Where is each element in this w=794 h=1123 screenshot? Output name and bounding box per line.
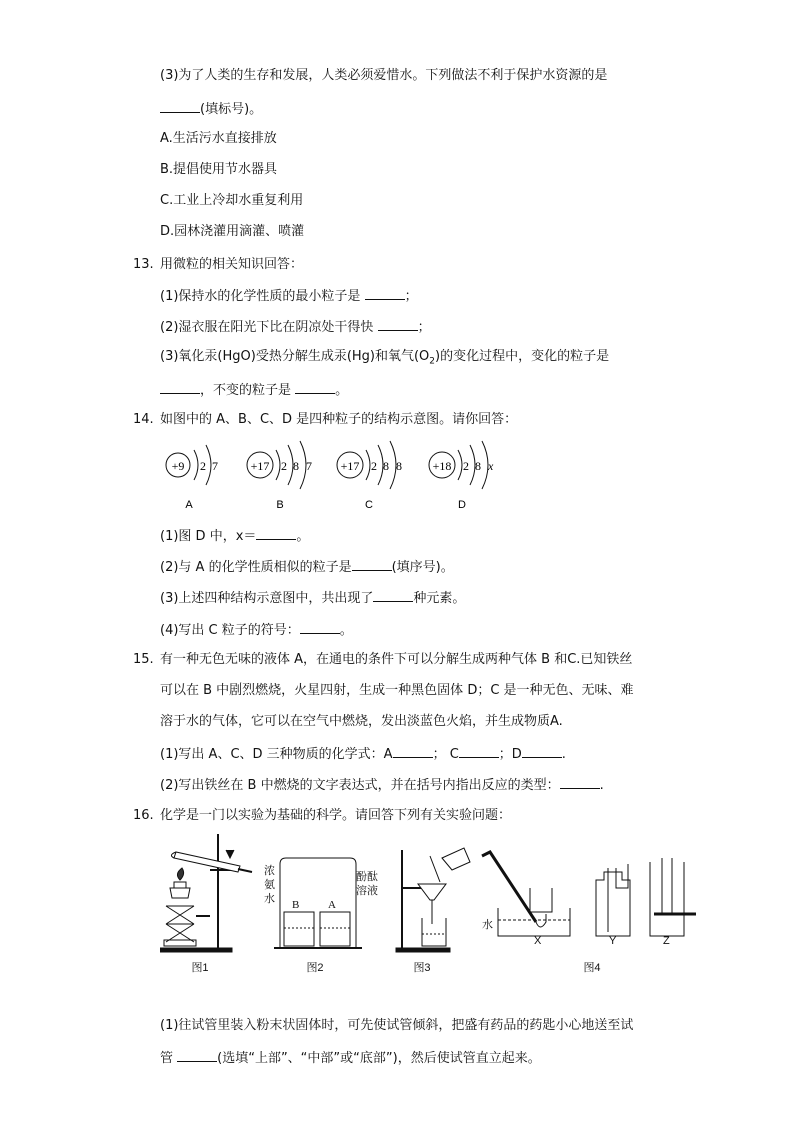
q12-part3-line1: (3)为了人类的生存和发展，人类必须爱惜水。下列做法不利于保护水资源的是 — [160, 68, 608, 83]
answer-blank[interactable] — [522, 745, 562, 758]
q14-part3: (3)上述四种结构示意图中，共出现了 种元素。 — [160, 591, 466, 606]
atom-diagram-a — [166, 445, 218, 511]
svg-text:x: x — [488, 459, 494, 473]
svg-text:7: 7 — [212, 459, 218, 473]
q15-part1: (1)写出 A、C、D 三种物质的化学式：A ； C ；D . — [160, 747, 566, 762]
svg-text:2: 2 — [200, 459, 206, 473]
svg-text:氨: 氨 — [264, 879, 275, 891]
svg-text:B: B — [276, 499, 284, 511]
q13-part2: (2)湿衣服在阳光下比在阴凉处干得快 ； — [160, 320, 431, 335]
answer-blank[interactable] — [160, 381, 200, 394]
q14-part1: (1)图 D 中，x＝ 。 — [160, 529, 310, 544]
option-d: D.园林浇灌用滴灌、喷灌 — [160, 224, 305, 239]
option-a: A.生活污水直接排放 — [160, 131, 277, 146]
answer-blank[interactable] — [177, 1049, 217, 1062]
svg-text:图1: 图1 — [191, 962, 209, 974]
q15-part2: (2)写出铁丝在 B 中燃烧的文字表达式，并在括号内指出反应的类型： . — [160, 778, 604, 793]
answer-blank[interactable] — [352, 558, 392, 571]
q13-part3-line1: (3)氧化汞(HgO)受热分解生成汞(Hg)和氧气$(O_2)$的变化过程中，变化的粒子是 — [160, 349, 610, 367]
svg-text:2: 2 — [463, 459, 469, 473]
option-b: B.提倡使用节水器具 — [160, 162, 278, 177]
atom-diagram-b — [247, 441, 312, 511]
figure-4-gas-collection — [482, 852, 696, 974]
answer-blank[interactable] — [365, 287, 405, 300]
atom-structure-diagrams — [160, 440, 500, 516]
svg-text:图2: 图2 — [306, 962, 324, 974]
svg-text:2: 2 — [281, 459, 287, 473]
svg-text:酚酞: 酚酞 — [356, 871, 378, 883]
atom-diagram-c — [337, 441, 402, 511]
question-number: 16. — [133, 808, 154, 823]
figure-2-diffusion — [264, 858, 378, 974]
figure-3-filtration — [396, 848, 470, 974]
q13-part3-line2: ，不变的粒子是 。 — [160, 381, 348, 399]
svg-text:8: 8 — [396, 459, 402, 473]
q15-stem-line3: 溶于水的气体，它可以在空气中燃烧，发出淡蓝色火焰，并生成物质A. — [160, 714, 563, 729]
svg-text:水: 水 — [482, 919, 493, 931]
answer-blank[interactable] — [295, 381, 335, 394]
figure-1-heating-apparatus — [160, 834, 252, 974]
svg-text:8: 8 — [293, 459, 299, 473]
svg-text:C: C — [365, 499, 373, 511]
svg-text:+17: +17 — [250, 459, 270, 473]
q13-part1: (1)保持水的化学性质的最小粒子是 ； — [160, 289, 418, 304]
experiment-figures — [160, 828, 700, 978]
svg-text:8: 8 — [383, 459, 389, 473]
q16-part1-line2: 管 (选填“上部”、“中部”或“底部”)，然后使试管直立起来。 — [160, 1051, 541, 1066]
svg-text:7: 7 — [306, 459, 312, 473]
q15-stem-line1: 有一种无色无味的液体 A，在通电的条件下可以分解生成两种气体 B 和C.已知铁丝 — [160, 652, 633, 667]
svg-text:8: 8 — [475, 459, 481, 473]
answer-blank[interactable] — [300, 621, 340, 634]
q14-part4: (4)写出 C 粒子的符号： 。 — [160, 623, 353, 638]
q14-stem: 如图中的 A、B、C、D 是四种粒子的结构示意图。请你回答： — [160, 412, 518, 427]
q12-part3-line2: (填标号)。 — [160, 100, 262, 118]
question-number: 13. — [133, 257, 154, 272]
svg-text:2: 2 — [371, 459, 377, 473]
option-c: C.工业上冷却水重复利用 — [160, 193, 304, 208]
question-number: 14. — [133, 412, 154, 427]
question-number: 15. — [133, 652, 154, 667]
answer-blank[interactable] — [560, 776, 600, 789]
svg-text:D: D — [458, 499, 466, 511]
svg-text:+9: +9 — [171, 459, 185, 473]
svg-text:图4: 图4 — [583, 962, 601, 974]
svg-text:B: B — [292, 899, 300, 911]
answer-blank[interactable] — [459, 745, 499, 758]
q14-part2: (2)与 A 的化学性质相似的粒子是 (填序号)。 — [160, 560, 454, 575]
svg-text:Z: Z — [663, 935, 670, 947]
svg-text:A: A — [185, 499, 193, 511]
q13-stem: 用微粒的相关知识回答： — [160, 257, 304, 272]
svg-text:X: X — [534, 935, 542, 947]
answer-blank[interactable] — [160, 100, 200, 113]
answer-blank[interactable] — [373, 589, 413, 602]
q16-part1-line1: (1)往试管里装入粉末状固体时，可先使试管倾斜，把盛有药品的药匙小心地送至试 — [160, 1018, 634, 1033]
svg-text:溶液: 溶液 — [356, 885, 378, 897]
svg-text:+18: +18 — [432, 459, 452, 473]
q15-stem-line2: 可以在 B 中剧烈燃烧，火星四射，生成一种黑色固体 D；C 是一种无色、无味、难 — [160, 683, 634, 698]
svg-text:水: 水 — [264, 893, 275, 905]
answer-blank[interactable] — [393, 745, 433, 758]
atom-diagram-d — [429, 441, 494, 511]
svg-text:图3: 图3 — [413, 962, 431, 974]
svg-text:A: A — [328, 899, 336, 911]
svg-text:浓: 浓 — [264, 865, 275, 877]
answer-blank[interactable] — [256, 527, 296, 540]
answer-blank[interactable] — [378, 318, 418, 331]
q16-stem: 化学是一门以实验为基础的科学。请回答下列有关实验问题： — [160, 808, 512, 823]
svg-text:+17: +17 — [340, 459, 360, 473]
svg-text:Y: Y — [609, 935, 617, 947]
